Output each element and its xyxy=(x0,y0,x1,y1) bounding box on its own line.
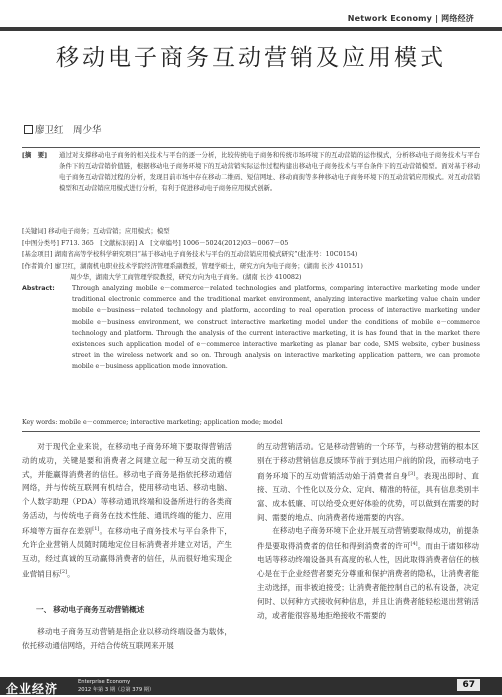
author-info xyxy=(22,261,480,283)
classification-line: [中图分类号] F713. 365 [文献标识码] A [文章编号] 1006－5024(2012)03－0067－05 xyxy=(22,239,289,247)
page-number: 67 xyxy=(457,679,480,691)
body-right-column: 的互动营销活动。它是移动营销的一个环节，与移动营销的根本区别在于移动营销信息反馈环节前于到达用户前的阶段，而移动电子商务环境下的互动营销活动始于消费者自身[3]。表现出即时、直接、互动、个性化以及分众、定向、精准的特征，具有信息类别丰富、成本低廉、可以给受众更好体验的优势，可以做到在需要的时间、需要的地点、向消费者传递需要的内容。 在移动电子商务环境下企业开展互动营销要取得成功，前提条件是要取得消费者的信任和得到消费者的许可[4]。而由于诸如移动电话等移动终端设备具有高度的私人性，因此取得消费者信任的核心是在于企业经营者要充分尊重和保护消费者的隐私，让消费者能主动选择，而非被迫接受；让消费者能控制自己的私有设备，决定何时、以何种方式接收何种信息，并且让消费者能轻松退出营销活动，或者能很容易地拒绝接收不需要的 xyxy=(257,442,480,620)
body-left-column: 对于现代企业来说，在移动电子商务环境下要取得营销活动的成功，关键是要和消费者之间建立起一种互动交流的模式，并能赢得消费者的信任。移动电子商务是指依托移动通信网络，并与传统互联网有机结合，使用移动电话、移动电脑、个人数字助理（PDA）等移动通讯终端和设备所进行的各类商务活动，与传统电子商务在技术性能、通讯终端的能力、应用环境等方面存在差别[1]。在移动电子商务技术与平台条件下，允许企业营销人员随时随地定位目标消费者并建立对话，产生互动，经过真诚的互动赢得消费者的信任，从而很好地实现企业营销目标[2]。 xyxy=(22,442,233,579)
abstract-en-text: Through analyzing mobile e－commerce－related technologies and platforms, comparing interactive marketing mode under traditional electronic commerce and the traditional market environment, analyzing interactive marketing value chain under mobile e－business－related technology and platform, according to real operation process of interactive marketing under mobile e－business environment, we construct interactive marketing model under the conditions of mobile e－commerce technology and platform. Through the analysis of the current interactive marketing, it is has found that in the market there existences such application model of e－commerce interactive marketing as planar bar code, SMS website, cyber business street in the wireless network and so on. Through analysis on interactive marketing application pattern, we can promote mobile e－business application mode innovation. xyxy=(72,285,480,371)
author-info-line2: 周少华，湖南大学工商管理学院教授，研究方向为电子商务。(湖南 长沙 410082) xyxy=(70,272,302,281)
author-box-icon xyxy=(24,125,33,134)
header-bar xyxy=(0,27,502,31)
footer-brand: 企业经济 xyxy=(6,682,59,696)
abstract-label: [摘 要] xyxy=(22,151,48,159)
author-names: 廖卫红 周少华 xyxy=(35,125,102,136)
abstract-cn xyxy=(22,150,480,194)
footer-issue: 2012 年第 3 期（总第 379 期） xyxy=(78,687,155,693)
authors xyxy=(24,122,102,136)
abstract-text: 通过对支撑移动电子商务的相关技术与平台的逐一分析，比较传统电子商务和传统市场环境下的互动营销的运作模式，分析移动电子商务技术与平台条件下的互动营销价值链，根据移动电子商务环境下的互动营销实际运作过程构建出移动电子商务技术与平台条件下的互动营销模型。面对基于移动电子商务互动营销过程的分析，发现目前市场中存在移动二维码、短信网址、移动商街等多种移动电子商务环境下的互动营销应用模式。对互动营销模型和互动营销应用模式进行分析，有利于促进移动电子商务应用模式创新。 xyxy=(59,151,480,192)
footer-brand-en: Enterprise Economy xyxy=(78,679,131,685)
abstract-en-label: Abstract: xyxy=(22,285,55,292)
fund-line: [基金项目] 湖南省高等学校科学研究项目“基于移动电子商务技术与平台的互动营销应用模式研究”(批准号：10C0154) xyxy=(22,250,358,258)
author-info-line1: [作者简介] 廖卫红，湖南机电职业技术学院经济管理系副教授，管理学硕士，研究方向为电子商务；(湖南 长沙 410151) xyxy=(22,262,363,270)
divider xyxy=(22,431,480,432)
keywords-en: Key words: mobile e－commerce; interactive marketing; application mode; model xyxy=(22,419,283,426)
abstract-en xyxy=(22,283,480,373)
body-left-column-2: 移动电子商务互动营销是指企业以移动终端设备为载体，依托移动通信网络，开结合传统互联网来开展 xyxy=(22,627,232,650)
footer-bar xyxy=(0,677,502,695)
keywords-cn: [关键词] 移动电子商务；互动营销；应用模式；模型 xyxy=(22,227,170,235)
article-title: 移动电子商务互动营销及应用模式 xyxy=(56,45,446,71)
journal-header: Network Economy | 网络经济 xyxy=(347,14,474,23)
divider xyxy=(22,147,480,148)
section-heading: 一、 移动电子商务互动营销概述 xyxy=(36,605,145,614)
